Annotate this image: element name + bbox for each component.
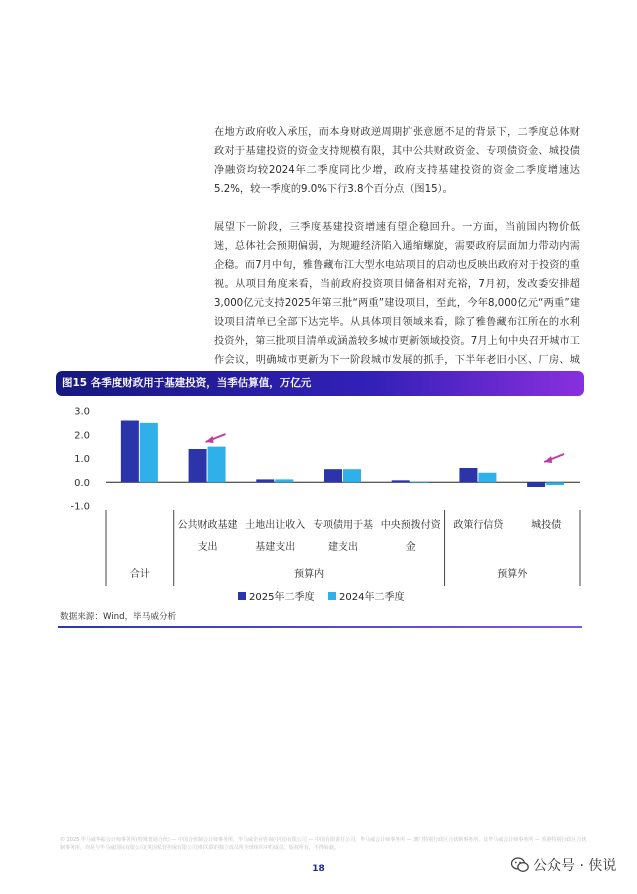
- category-label: 中央预拨付资: [380, 520, 441, 531]
- y-tick-label: 2.0: [74, 430, 90, 442]
- category-label: 基建支出: [255, 542, 296, 553]
- annotation-arrowhead: [544, 456, 552, 463]
- wechat-icon: [511, 857, 529, 873]
- category-label: 金: [405, 542, 416, 553]
- data-source: 数据来源：Wind，毕马威分析: [60, 612, 177, 622]
- bar-series1-4: [392, 480, 410, 482]
- bar-series1-5: [459, 468, 477, 482]
- category-label: 城投债: [531, 520, 562, 531]
- bar-series2-1: [208, 447, 226, 483]
- bar-series2-4: [411, 482, 429, 483]
- legend-swatch: [328, 592, 336, 600]
- bar-series1-3: [324, 469, 342, 482]
- paragraph-2: 展望下一阶段，三季度基建投资增速有望企稳回升。一方面，当前国内物价低迷，总体社会预期偏弱，为规避经济陷入通缩螺旋，需要政府层面加力带动内需企稳。而7月中旬，雅鲁藏布江大型水电站项目的启动也反映出政府对于投资的重视。从项目角度来看，当前政府投资项目储备相对充裕，7月初，发改委安排超3,000亿元支持2025年第三批“两重”建设项目，至此，今年8,000亿元“两重”建设项目清单已全部下达完毕。从具体项目领域来看，除了雅鲁藏布江所在的水利投资外，第三批项目清单或涵盖较多城市更新领域投资。7月上旬中央召开城市工作会议，明确城市更新为下一阶段城市发展的抓手，下半年老旧小区、厂房、城: [214, 222, 580, 366]
- bar-series2-3: [343, 469, 361, 482]
- category-label: 支出: [197, 542, 218, 553]
- legend-label: 2025年二季度: [249, 592, 315, 603]
- annotation-arrowhead: [206, 436, 214, 443]
- bar-series2-2: [275, 479, 293, 482]
- watermark-text: 公众号 · 侠说: [533, 858, 617, 874]
- source-divider: [58, 626, 582, 628]
- page-number: 18: [312, 864, 325, 874]
- y-tick-label: 1.0: [74, 454, 90, 465]
- category-label: 专项债用于基: [313, 520, 373, 531]
- bar-series1-2: [256, 479, 274, 482]
- legend-label: 2024年二季度: [339, 592, 405, 603]
- category-label: 政策行信贷: [453, 520, 504, 531]
- bar-series1-6: [527, 482, 545, 487]
- category-label: 合计: [129, 569, 150, 580]
- paragraph-1: 在地方政府收入承压，而本身财政逆周期扩张意愿不足的背景下，二季度总体财政对于基建投资的资金支持规模有限，其中公共财政资金、专项债资金、城投债净融资均较2024年二季度同比少增，政府支持基建投资的资金二季度增速达5.2%，较一季度的9.0%下行3.8个百分点（图15）。: [214, 127, 580, 195]
- group-label: 预算外: [497, 569, 528, 580]
- group-label: 预算内: [294, 569, 325, 580]
- footer-disclaimer: © 2025 毕马威华振会计师事务所(特殊普通合伙) — 中国合伙制会计师事务所，毕马威企业咨询(中国)有限公司 — 中国有限责任公司，毕马威会计师事务所 — 澳门特别行政区合伙制事务所，及毕马威会计师事务所 — 香港特别行政区合伙制事务所，均是与毕马威国际有限公司(英国私营担保有限公司)相关联的独立成员所全球组织中的成员。版权所有，不得转载。: [60, 837, 587, 851]
- y-tick-label: -1.0: [70, 501, 90, 513]
- y-tick-label: 3.0: [74, 406, 90, 418]
- figure-title: 图15 各季度财政用于基建投资，当季估算值，万亿元: [62, 377, 312, 389]
- category-label: 公共财政基建: [177, 520, 238, 531]
- legend-swatch: [238, 592, 246, 600]
- y-tick-label: 0.0: [74, 477, 90, 489]
- watermark: [511, 855, 616, 875]
- bar-series1-0: [121, 421, 139, 483]
- bar-series2-0: [140, 423, 158, 482]
- category-label: 土地出让收入: [245, 520, 306, 531]
- bar-series2-6: [546, 482, 564, 485]
- bar-series2-5: [478, 473, 496, 483]
- bar-series1-1: [189, 449, 207, 482]
- category-label: 建支出: [328, 542, 358, 553]
